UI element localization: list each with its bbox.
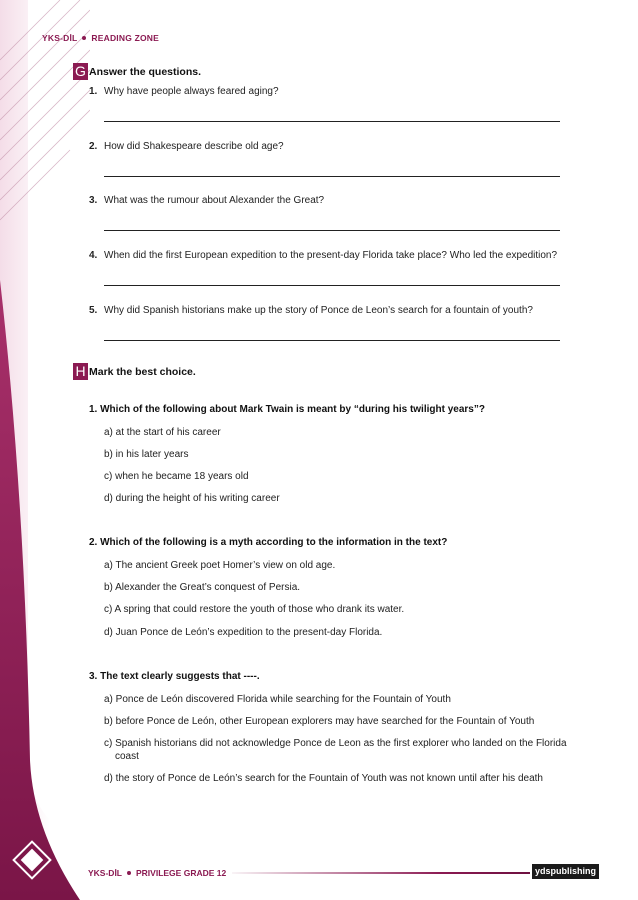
footer-left: YKS-DİL	[88, 868, 122, 878]
option-2b[interactable]: b) Alexander the Great’s conquest of Persia.	[104, 582, 301, 593]
bullet-icon	[127, 871, 131, 875]
option-3d[interactable]: d) the story of Ponce de León’s search for the Fountain of Youth was not known until after his death	[104, 773, 543, 784]
option-3c-line-2: coast	[115, 751, 139, 762]
page-header	[42, 33, 159, 43]
mc-question-3: 3. The text clearly suggests that ----.	[89, 671, 260, 682]
option-3a[interactable]: a) Ponce de León discovered Florida while searching for the Fountain of Youth	[104, 694, 451, 705]
option-2c[interactable]: c) A spring that could restore the youth of those who drank its water.	[104, 604, 405, 615]
answer-line-3[interactable]	[104, 230, 560, 231]
section-letter: G	[73, 63, 88, 80]
section-g-heading	[73, 63, 201, 80]
mc-question-2: 2. Which of the following is a myth according to the information in the text?	[89, 537, 448, 548]
answer-line-5[interactable]	[104, 340, 560, 341]
question-5: 5. Why did Spanish historians make up the story of Ponce de Leon’s search for a fountain of youth?	[89, 305, 533, 316]
question-2: 2. How did Shakespeare describe old age?	[89, 141, 284, 152]
mc-question-1: 1. Which of the following about Mark Twain is meant by “during his twilight years”?	[89, 404, 485, 415]
bullet-icon	[82, 36, 86, 40]
answer-line-4[interactable]	[104, 285, 560, 286]
option-3c-line-1: c) Spanish historians did not acknowledge Ponce de Leon as the first explorer who landed on the Florida	[104, 738, 567, 749]
header-left: YKS-DİL	[42, 33, 78, 43]
section-h-heading	[73, 363, 196, 380]
answer-line-2[interactable]	[104, 176, 560, 177]
footer-divider	[232, 872, 530, 874]
page-footer	[88, 868, 226, 878]
option-1a[interactable]: a) at the start of his career	[104, 427, 221, 438]
diamond-icon	[10, 838, 54, 882]
header-right: READING ZONE	[91, 33, 159, 43]
question-3: 3. What was the rumour about Alexander the Great?	[89, 195, 325, 206]
question-4: 4. When did the first European expedition to the present-day Florida take place? Who led the expedition?	[89, 250, 558, 261]
option-3c[interactable]	[104, 737, 594, 763]
section-letter: H	[73, 363, 88, 380]
question-1: 1. Why have people always feared aging?	[89, 86, 279, 97]
option-2a[interactable]: a) The ancient Greek poet Homer’s view on old age.	[104, 560, 336, 571]
answer-line-1[interactable]	[104, 121, 560, 122]
option-3b[interactable]: b) before Ponce de León, other European explorers may have searched for the Fountain of Youth	[104, 716, 535, 727]
section-title: Answer the questions.	[89, 65, 202, 78]
footer-right: PRIVILEGE GRADE 12	[136, 868, 227, 878]
option-1d[interactable]: d) during the height of his writing career	[104, 493, 280, 504]
option-2d[interactable]: d) Juan Ponce de León’s expedition to the present-day Florida.	[104, 627, 383, 638]
option-1b[interactable]: b) in his later years	[104, 449, 189, 460]
side-decoration	[0, 0, 90, 900]
publisher-logo: ydspublishing	[532, 864, 599, 879]
option-1c[interactable]: c) when he became 18 years old	[104, 471, 249, 482]
section-title: Mark the best choice.	[89, 365, 196, 378]
